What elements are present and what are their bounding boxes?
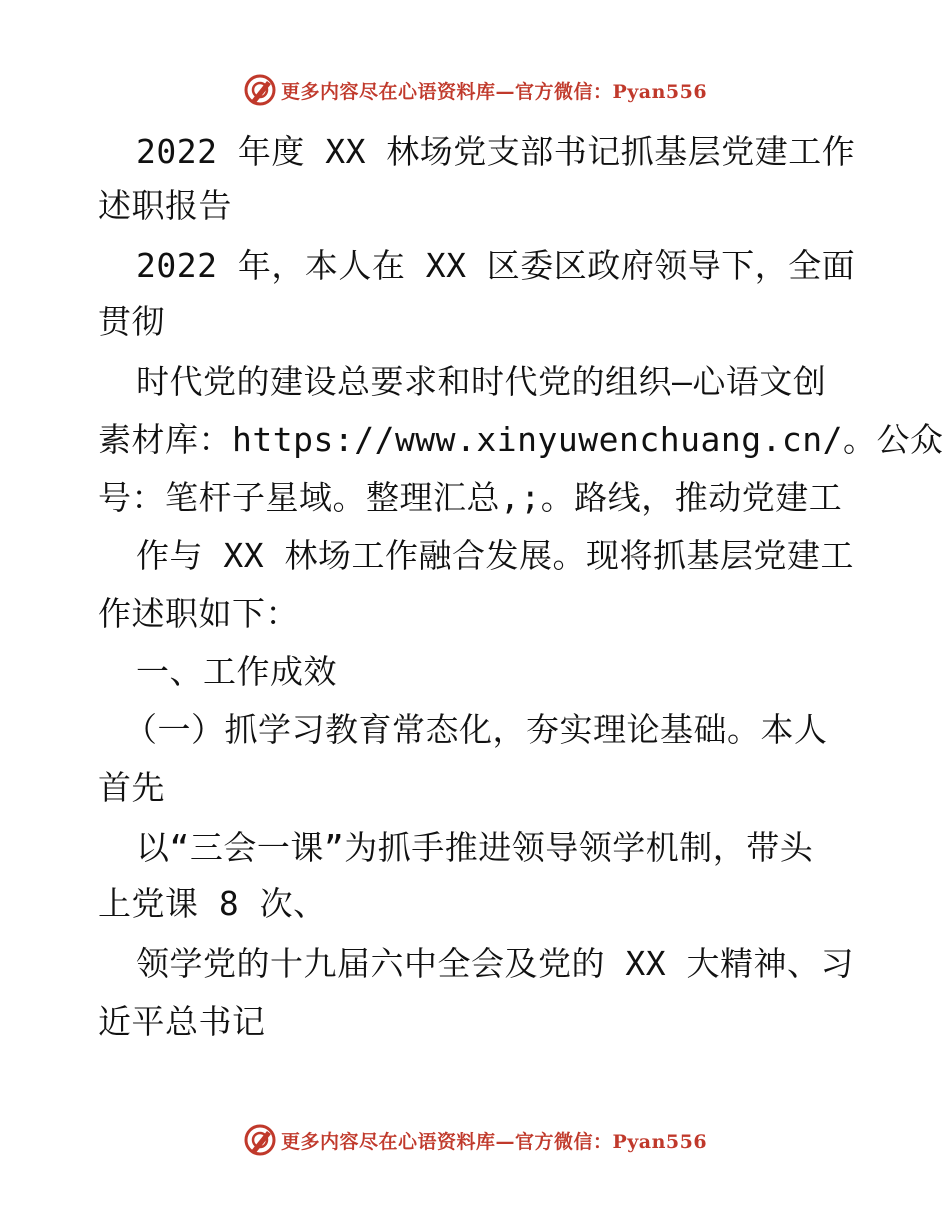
paragraph-line: 作述职如下： (98, 594, 299, 633)
paragraph-line: 领学党的十九届六中全会及党的 XX 大精神、习 (136, 944, 854, 983)
pen-logo-icon (243, 1123, 277, 1157)
title-line-2: 述职报告 (98, 186, 232, 225)
footer-watermark (0, 1122, 950, 1158)
watermark-text: 更多内容尽在心语资料库—官方微信：Pyan556 (280, 80, 708, 103)
paragraph-line: 时代党的建设总要求和时代党的组织—心语文创 (136, 362, 827, 401)
paragraph-line: 作与 XX 林场工作融合发展。现将抓基层党建工 (136, 536, 854, 575)
paragraph-line: 贯彻 (98, 302, 165, 341)
paragraph-line: 素材库：https://www.xinyuwenchuang.cn/。公众 (98, 420, 944, 459)
pen-logo-icon (243, 73, 277, 107)
title-line-1: 2022 年度 XX 林场党支部书记抓基层党建工作 (136, 132, 856, 171)
section-heading: 一、工作成效 (136, 652, 337, 691)
paragraph-line: 首先 (98, 768, 165, 807)
paragraph-line: 上党课 8 次、 (98, 884, 327, 923)
paragraph-line: 号：笔杆子星域。整理汇总,;。路线，推动党建工 (98, 478, 843, 517)
paragraph-line: 近平总书记 (98, 1002, 266, 1041)
header-watermark (0, 72, 950, 108)
watermark-text: 更多内容尽在心语资料库—官方微信：Pyan556 (280, 1130, 708, 1153)
subsection-line: （一）抓学习教育常态化，夯实理论基础。本人 (124, 710, 828, 749)
paragraph-line: 以“三会一课”为抓手推进领导领学机制，带头 (136, 828, 814, 867)
paragraph-line: 2022 年，本人在 XX 区委区政府领导下，全面 (136, 246, 856, 285)
